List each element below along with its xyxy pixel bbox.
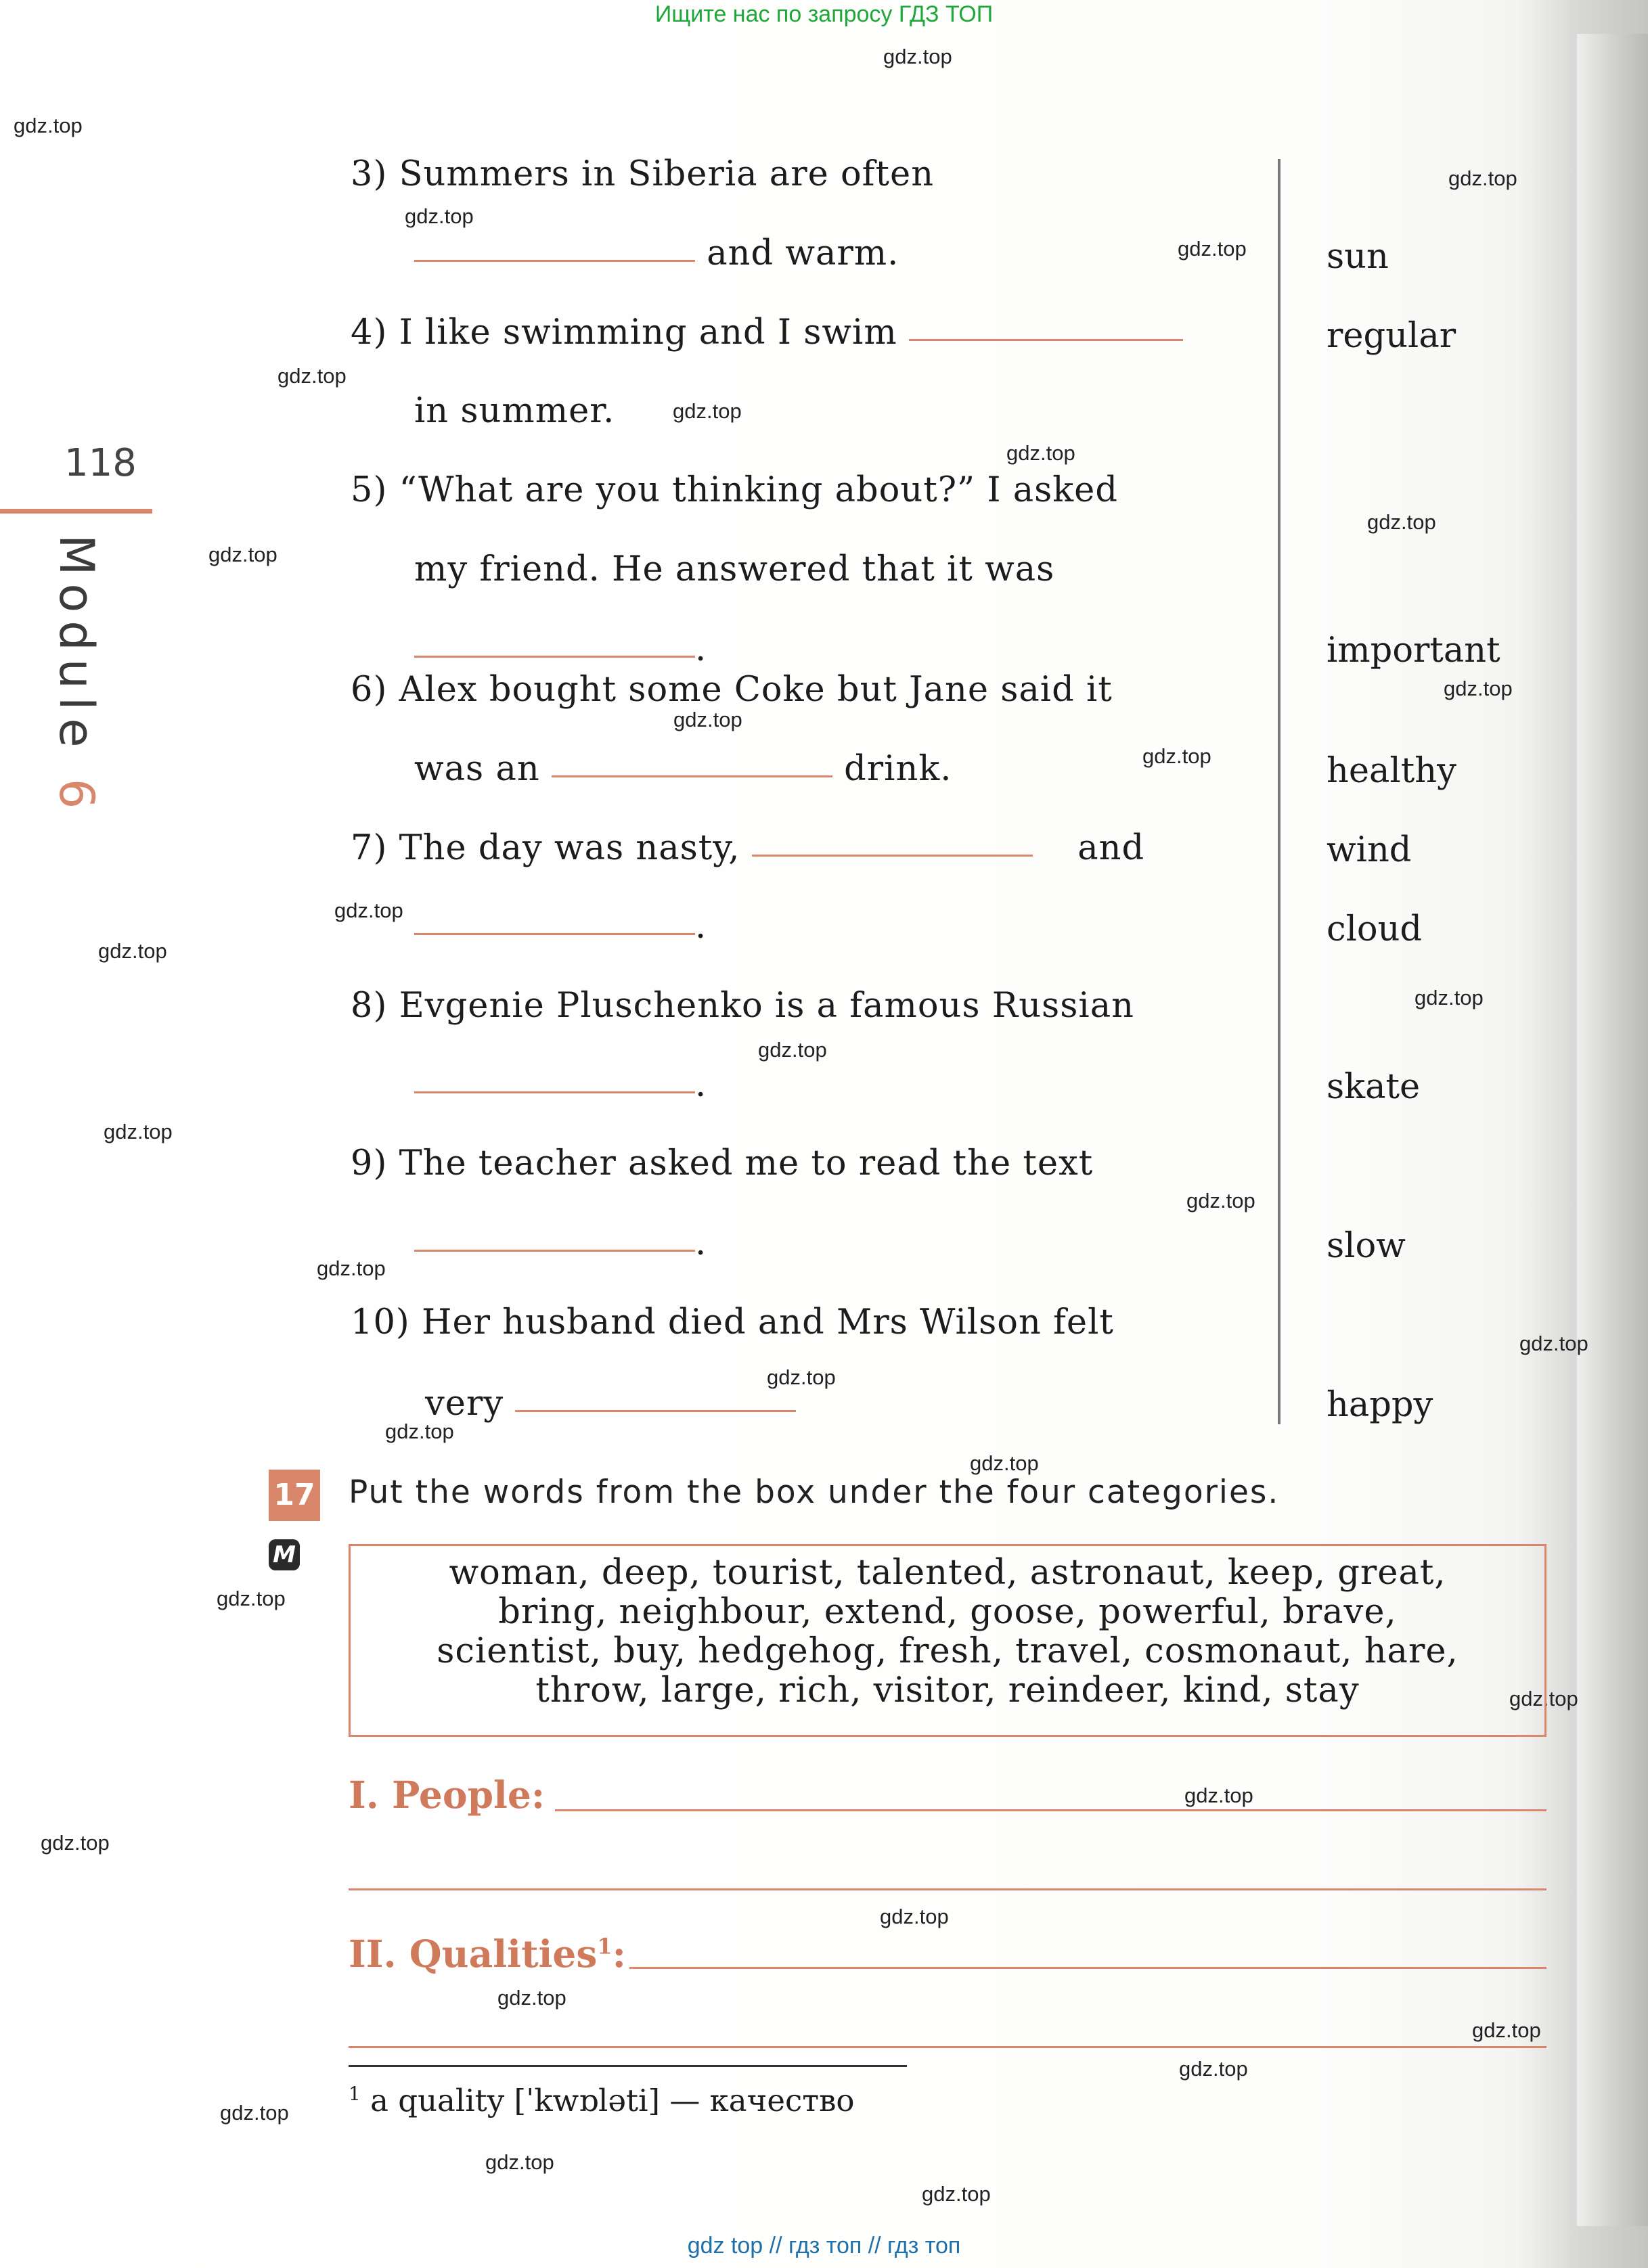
item-number: 10): [351, 1302, 410, 1342]
item-text: in summer.: [414, 391, 615, 431]
item-number: 8): [351, 986, 388, 1026]
watermark: gdz.top: [758, 1038, 827, 1062]
item-10-line-2: [425, 1384, 796, 1424]
item-3-line-1: [351, 154, 934, 194]
module-side-label: [49, 535, 108, 859]
item-5-line-3: [414, 629, 707, 669]
word-box-line: scientist, buy, hedgehog, fresh, travel, cosmonaut, hare,: [437, 1631, 1458, 1671]
word-box: [349, 1544, 1546, 1737]
watermark: gdz.top: [1519, 1332, 1588, 1355]
answer-blank[interactable]: [752, 854, 1033, 857]
item-9-line-2: [414, 1223, 707, 1263]
answer-blank[interactable]: [414, 655, 695, 658]
watermark: gdz.top: [883, 45, 952, 68]
item-text: Her husband died and Mrs Wilson felt: [422, 1302, 1114, 1342]
answer-blank[interactable]: [515, 1409, 796, 1412]
footnote: [349, 2083, 855, 2118]
column-divider: [1278, 159, 1280, 1424]
hint-word: skate: [1327, 1067, 1421, 1107]
category-qualities-label: [349, 1932, 626, 1976]
answer-blank[interactable]: [414, 1091, 695, 1093]
item-text: Alex bought some Coke but Jane said it: [399, 670, 1113, 710]
item-3-line-2: [414, 233, 899, 273]
item-number: 5): [351, 470, 388, 510]
item-text: very: [425, 1384, 504, 1424]
answer-blank[interactable]: [552, 775, 832, 777]
item-number: 7): [351, 828, 388, 868]
category-people-answer-line-2[interactable]: [349, 1888, 1546, 1890]
watermark: gdz.top: [1444, 677, 1513, 700]
watermark: gdz.top: [970, 1451, 1039, 1475]
item-text: drink.: [844, 749, 952, 789]
watermark: gdz.top: [673, 708, 742, 731]
watermark: gdz.top: [1509, 1687, 1578, 1710]
watermark: gdz.top: [1179, 2057, 1248, 2081]
watermark: gdz.top: [1415, 986, 1484, 1010]
category-people-answer-line-1[interactable]: [555, 1809, 1546, 1811]
watermark: gdz.top: [98, 939, 167, 963]
exercise-number-badge: 17: [269, 1470, 320, 1521]
item-6-line-2: [414, 749, 952, 789]
category-qualities-answer-line-2[interactable]: [349, 2046, 1546, 2048]
item-number: 9): [351, 1143, 388, 1183]
item-text: my friend. He answered that it was: [414, 549, 1055, 589]
footnote-text: a quality [ˈkwɒləti] — качество: [360, 2083, 855, 2118]
page-number: 118: [64, 441, 137, 485]
word-box-line: woman, deep, tourist, talented, astronaut, keep, great,: [449, 1553, 1446, 1593]
item-8-line-1: [351, 986, 1134, 1026]
page-number-rule: [0, 509, 152, 514]
item-text: was an: [414, 749, 540, 789]
watermark: gdz.top: [208, 543, 277, 566]
item-number: 3): [351, 154, 388, 194]
watermark: gdz.top: [405, 204, 474, 228]
footnote-marker: 1: [597, 1933, 613, 1959]
hint-word: sun: [1327, 237, 1389, 277]
watermark: gdz.top: [922, 2182, 991, 2206]
exercise-instruction: Put the words from the box under the four categories.: [349, 1474, 1280, 1511]
hint-word: wind: [1327, 830, 1412, 870]
word-box-line: bring, neighbour, extend, goose, powerful, brave,: [498, 1592, 1397, 1632]
item-text: “What are you thinking about?” I asked: [399, 470, 1119, 510]
item-7-line-2: [414, 907, 707, 947]
watermark: gdz.top: [1367, 510, 1436, 534]
watermark: gdz.top: [317, 1256, 386, 1280]
watermark: gdz.top: [14, 114, 83, 137]
item-number: 4): [351, 313, 388, 353]
item-8-line-2: [414, 1065, 707, 1105]
watermark: gdz.top: [673, 399, 742, 423]
item-text: .: [695, 629, 707, 669]
footnote-number: 1: [349, 2083, 361, 2105]
watermark: gdz.top: [1184, 1784, 1253, 1807]
module-word: Module: [49, 535, 104, 756]
item-text: and warm.: [707, 233, 899, 273]
category-qualities-text: II. Qualities: [349, 1932, 598, 1976]
answer-blank[interactable]: [414, 932, 695, 935]
watermark: gdz.top: [220, 2101, 289, 2125]
item-10-line-1: [351, 1302, 1114, 1342]
watermark: gdz.top: [1142, 744, 1211, 768]
watermark: gdz.top: [1186, 1189, 1255, 1212]
item-4-line-1: [351, 313, 1183, 353]
item-7-line-1: [351, 828, 1144, 868]
page-edge-shadow: [1577, 34, 1648, 2226]
watermark: gdz.top: [1448, 166, 1517, 190]
hint-word: cloud: [1327, 909, 1423, 949]
category-people-label: I. People:: [349, 1773, 545, 1817]
mini-project-icon: M: [269, 1539, 300, 1570]
watermark: gdz.top: [217, 1587, 286, 1610]
hint-word: important: [1327, 631, 1500, 671]
watermark: gdz.top: [767, 1365, 836, 1389]
hint-word: slow: [1327, 1226, 1406, 1266]
footnote-rule: [349, 2065, 907, 2067]
item-5-line-2: [414, 549, 1054, 589]
watermark: gdz.top: [880, 1905, 949, 1928]
watermark: gdz.top: [334, 899, 403, 922]
hint-word: happy: [1327, 1385, 1433, 1425]
top-banner[interactable]: Ищите нас по запросу ГДЗ ТОП: [654, 1, 994, 27]
item-number: 6): [351, 670, 388, 710]
watermark: gdz.top: [104, 1120, 173, 1143]
answer-blank[interactable]: [414, 259, 695, 262]
item-text: .: [695, 1223, 707, 1263]
category-qualities-answer-line-1[interactable]: [629, 1967, 1546, 1969]
watermark: gdz.top: [1472, 2018, 1541, 2042]
item-text: The teacher asked me to read the text: [399, 1143, 1094, 1183]
answer-blank[interactable]: [909, 338, 1183, 341]
item-text: and: [1077, 828, 1145, 868]
item-text: The day was nasty,: [399, 828, 740, 868]
watermark: gdz.top: [1178, 237, 1247, 260]
word-box-line: throw, large, rich, visitor, reindeer, kind, stay: [535, 1671, 1360, 1710]
hint-word: healthy: [1327, 751, 1456, 791]
answer-blank[interactable]: [414, 1249, 695, 1252]
item-9-line-1: [351, 1143, 1093, 1183]
item-4-line-2: [414, 391, 615, 431]
item-text: Evgenie Pluschenko is a famous Russian: [399, 986, 1134, 1026]
watermark: gdz.top: [497, 1986, 566, 2010]
hint-word: regular: [1327, 316, 1456, 356]
watermark: gdz.top: [1006, 441, 1075, 465]
item-text: .: [695, 907, 707, 947]
item-5-line-1: [351, 470, 1118, 510]
item-text: I like swimming and I swim: [399, 313, 897, 353]
category-qualities-colon: :: [612, 1932, 626, 1976]
watermark: gdz.top: [385, 1420, 454, 1443]
watermark: gdz.top: [41, 1831, 110, 1855]
item-6-line-1: [351, 670, 1113, 710]
watermark: gdz.top: [485, 2150, 554, 2174]
module-number: 6: [49, 778, 104, 817]
footer-links[interactable]: gdz top // гдз топ // гдз топ: [687, 2233, 961, 2259]
watermark: gdz.top: [277, 364, 347, 388]
item-text: .: [695, 1065, 707, 1105]
item-text: Summers in Siberia are often: [399, 154, 935, 194]
